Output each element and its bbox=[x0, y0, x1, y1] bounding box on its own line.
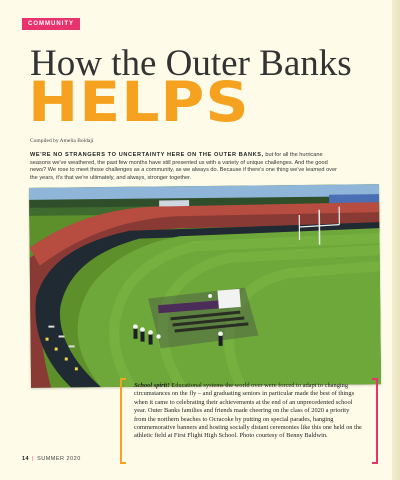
headline-top: How the Outer Banks bbox=[30, 43, 352, 84]
caption-body: Educational systems the world over were forced to adapt to changing circumstances on the fly – and graduating seniors in particular made the best of things when it came to celebrating their achievements at the end of an unprecedented school year. Outer Banks families and friends made cheering on the class of 2020 a priority from the northern beaches to Ocracoke by putting on special parades, hanging commemorative banners and hosting socially distant ceremonies like this one held on the athletic field at First Flight High School. Photo courtesy of Benny Baldwin. bbox=[134, 382, 362, 440]
section-tag: COMMUNITY bbox=[22, 18, 80, 30]
caption-bracket-left bbox=[120, 378, 126, 464]
aerial-field-image bbox=[29, 184, 381, 388]
byline: Compiled by Amelia Boldaji bbox=[30, 138, 94, 144]
photo-caption bbox=[134, 382, 362, 441]
issue-label: SUMMER 2020 bbox=[37, 456, 81, 462]
caption-lead: School spirit! bbox=[134, 382, 170, 389]
intro-lead: WE'RE NO STRANGERS TO UNCERTAINTY HERE ON THE OUTER BANKS, bbox=[30, 152, 264, 158]
caption-bracket-right bbox=[372, 378, 378, 464]
folio-separator: | bbox=[32, 456, 35, 462]
page-gutter bbox=[392, 0, 400, 480]
graduation-photo bbox=[29, 184, 381, 388]
headline-big: HELPS bbox=[28, 70, 250, 135]
page-folio bbox=[22, 456, 81, 462]
intro-paragraph bbox=[30, 152, 340, 182]
intro-body: but for all the hurricane seasons we've weathered, the past few months have still presented us with a variety of unique challenges. And the good news? We rose to meet those challenges as a community, as we always do. Because if there's one thing we've learned over the years, it's that we're ultimately, and always, stronger together. bbox=[30, 152, 337, 181]
photo-caption-box bbox=[120, 378, 378, 464]
page-number: 14 bbox=[22, 456, 30, 462]
